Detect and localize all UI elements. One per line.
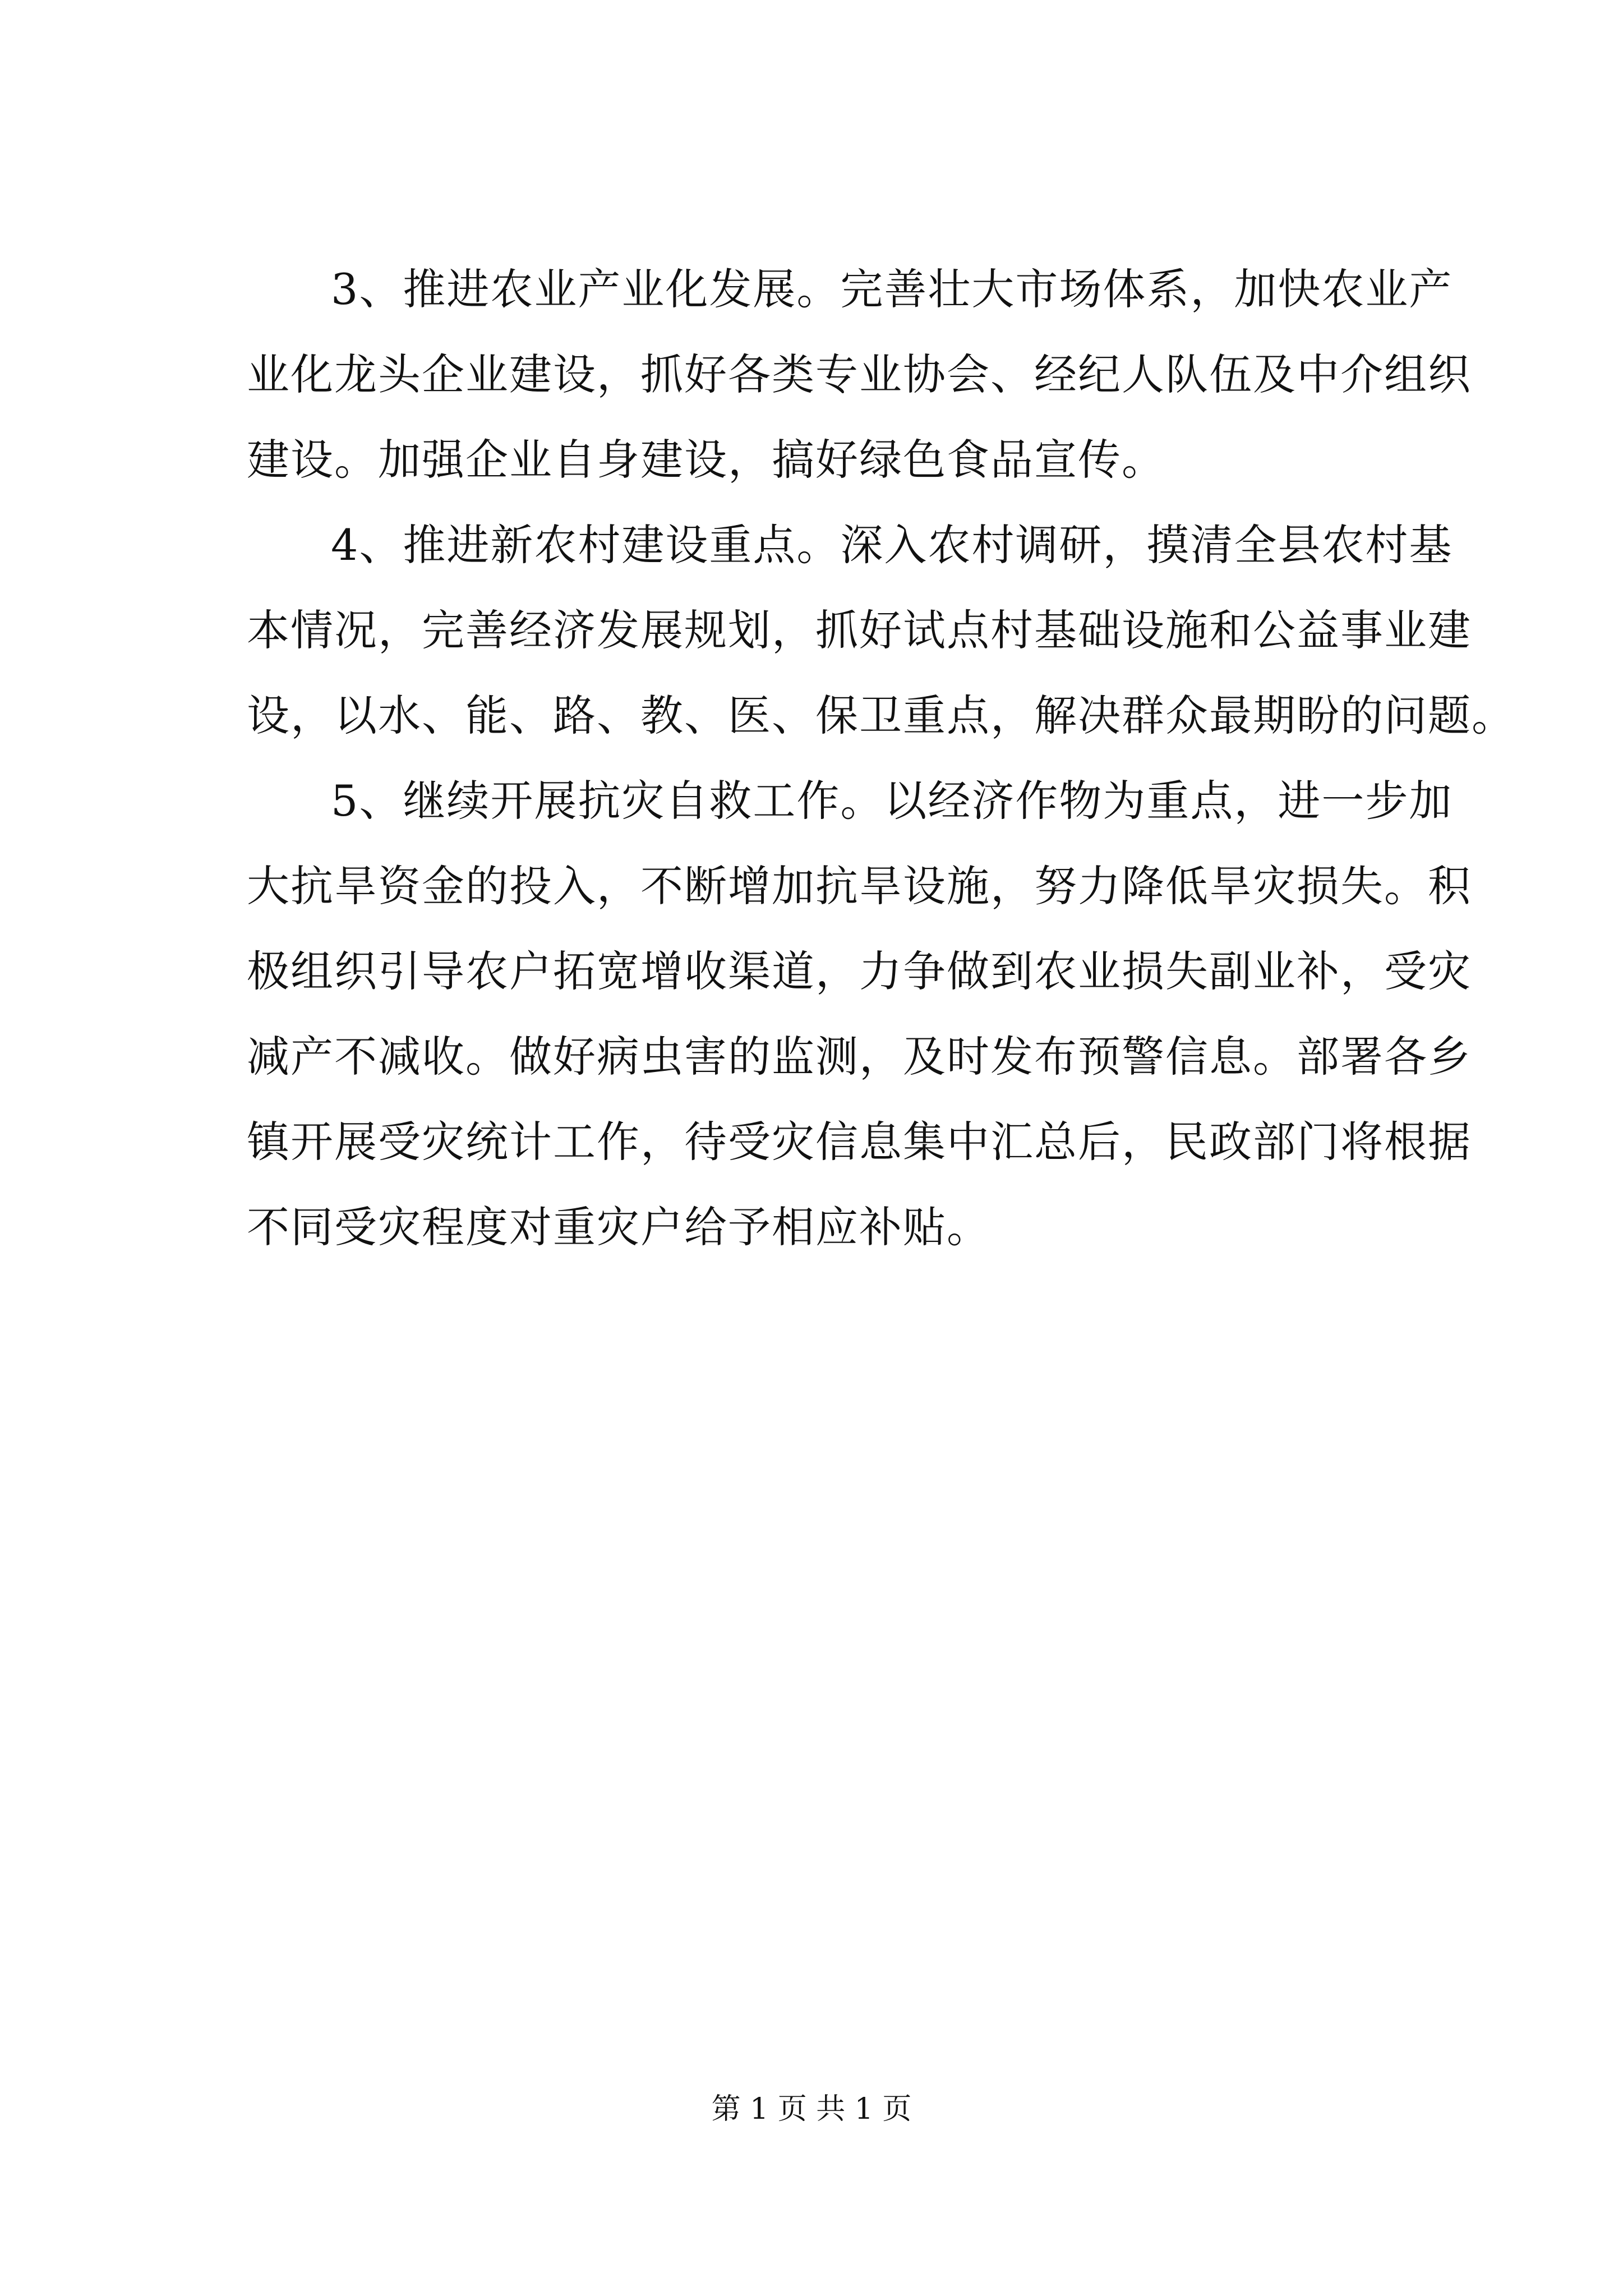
- paragraph-line: 4、推进新农村建设重点。深入农村调研，摸清全县农村基: [331, 520, 1453, 570]
- paragraph-line: 减产不减收。做好病虫害的监测，及时发布预警信息。部署各乡: [247, 1032, 1472, 1082]
- paragraph-line: 不同受灾程度对重灾户给予相应补贴。: [247, 1202, 990, 1252]
- paragraph-line: 镇开展受灾统计工作，待受灾信息集中汇总后，民政部门将根据: [247, 1117, 1472, 1167]
- paragraph-line: 设，以水、能、路、教、医、保卫重点，解决群众最期盼的问题。: [247, 691, 1515, 740]
- paragraph-line: 极组织引导农户拓宽增收渠道，力争做到农业损失副业补，受灾: [247, 946, 1472, 996]
- page-footer: [0, 2087, 1623, 2132]
- paragraph-line: 建设。加强企业自身建设，搞好绿色食品宣传。: [247, 435, 1165, 485]
- paragraph-5: [247, 758, 1472, 1270]
- body-text: [247, 247, 1515, 1270]
- paragraph-line: 5、继续开展抗灾自救工作。以经济作物为重点，进一步加: [331, 776, 1453, 826]
- paragraph-line: 本情况，完善经济发展规划，抓好试点村基础设施和公益事业建: [247, 605, 1472, 655]
- page-number-label: 第 1 页 共 1 页: [711, 2092, 912, 2126]
- paragraph-line: 大抗旱资金的投入，不断增加抗旱设施，努力降低旱灾损失。积: [247, 861, 1472, 911]
- paragraph-4: [247, 503, 1515, 758]
- paragraph-3: [247, 247, 1472, 503]
- paragraph-line: 业化龙头企业建设，抓好各类专业协会、经纪人队伍及中介组织: [247, 349, 1472, 399]
- paragraph-line: 3、推进农业产业化发展。完善壮大市场体系，加快农业产: [331, 264, 1453, 314]
